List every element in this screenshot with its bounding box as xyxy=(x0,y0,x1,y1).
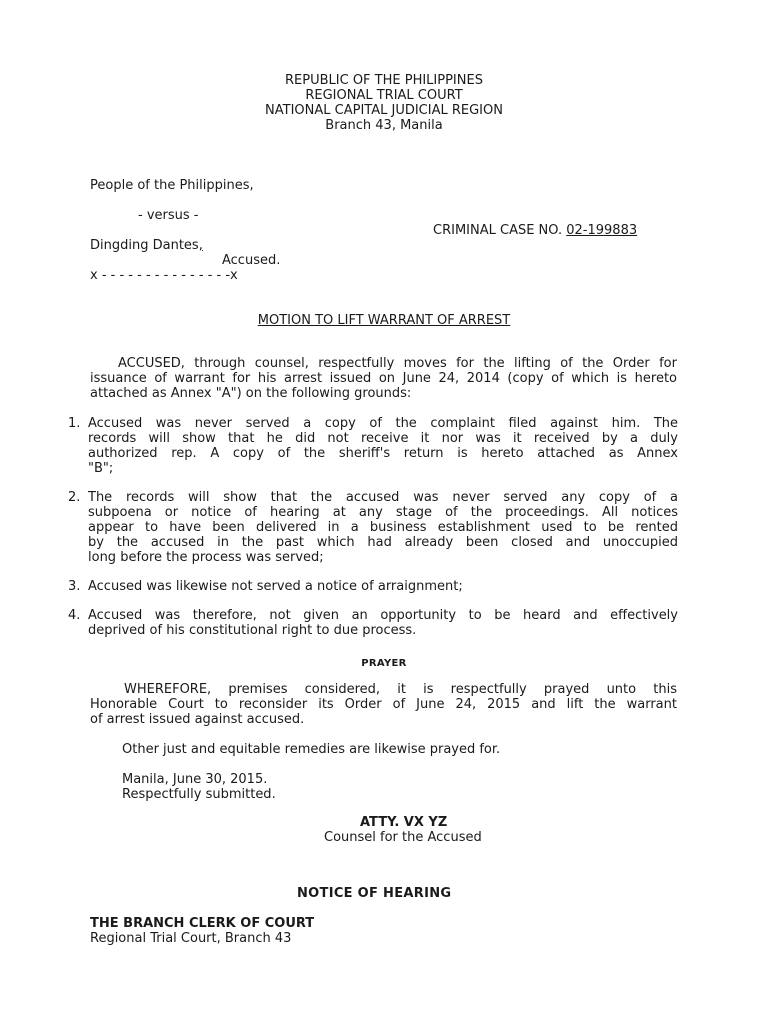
respectfully-submitted: Respectfully submitted. xyxy=(122,787,276,802)
ground-number: 4. xyxy=(68,608,81,623)
ground-number: 1. xyxy=(68,416,81,431)
ground-2 xyxy=(68,490,678,565)
ground-line: deprived of his constitutional right to due process. xyxy=(88,623,417,638)
header-branch: Branch 43, Manila xyxy=(325,118,443,133)
ground-line: The records will show that the accused was never served any copy of a xyxy=(88,490,678,505)
accused-label: Accused. xyxy=(222,253,281,268)
header-court: REGIONAL TRIAL COURT xyxy=(305,88,463,103)
versus-label: - versus - xyxy=(138,208,199,223)
ground-line: long before the process was served; xyxy=(88,550,324,565)
intro-paragraph: ACCUSED, through counsel, respectfully moves for the lifting of the Order for issuance of warrant for his arrest issued on June 24, 2014 (copy of which is hereto attached as Annex "A") on the following grounds: xyxy=(90,356,677,401)
addressee: THE BRANCH CLERK OF COURT xyxy=(90,916,315,931)
prayer-line: of arrest issued against accused. xyxy=(90,712,305,727)
prayer-line: WHEREFORE, premises considered, it is respectfully prayed unto this xyxy=(124,682,677,697)
ground-text xyxy=(88,608,678,638)
ground-4 xyxy=(68,608,678,638)
defendant-line xyxy=(90,238,203,253)
other-remedies: Other just and equitable remedies are likewise prayed for. xyxy=(122,742,501,757)
ground-line: records will show that he did not receive it nor was it received by a duly xyxy=(88,431,678,446)
ground-line: Accused was likewise not served a notice of arraignment; xyxy=(88,579,463,594)
prayer-paragraph xyxy=(90,682,677,727)
ground-text xyxy=(88,490,678,565)
ground-number: 3. xyxy=(68,579,81,594)
ground-line: Accused was therefore, not given an opportunity to be heard and effectively xyxy=(88,608,678,623)
defendant-name: Dingding Dantes xyxy=(90,238,199,253)
plaintiff-name: People of the Philippines, xyxy=(90,178,254,193)
ground-line: authorized rep. A copy of the sheriff's return is hereto attached as Annex xyxy=(88,446,678,461)
header-republic: REPUBLIC OF THE PHILIPPINES xyxy=(285,73,483,88)
counsel-name: ATTY. VX YZ xyxy=(360,815,448,830)
ground-number: 2. xyxy=(68,490,81,505)
case-label: CRIMINAL CASE NO. xyxy=(433,223,567,238)
header-region: NATIONAL CAPITAL JUDICIAL REGION xyxy=(265,103,503,118)
case-number: 02-199883 xyxy=(566,223,638,238)
ground-line: "B"; xyxy=(88,461,114,476)
case-number-line xyxy=(433,223,637,238)
ground-text xyxy=(88,579,678,594)
notice-heading: NOTICE OF HEARING xyxy=(297,886,452,901)
ground-line: subpoena or notice of hearing at any stage of the proceedings. All notices xyxy=(88,505,678,520)
prayer-line: Honorable Court to reconsider its Order of June 24, 2015 and lift the warrant xyxy=(90,697,677,712)
ground-text xyxy=(88,416,678,476)
ground-line: appear to have been delivered in a business establishment used to be rented xyxy=(88,520,678,535)
counsel-role: Counsel for the Accused xyxy=(324,830,482,845)
ground-3 xyxy=(68,579,678,594)
prayer-heading: PRAYER xyxy=(361,658,407,669)
ground-line: by the accused in the past which had already been closed and unoccupied xyxy=(88,535,678,550)
defendant-comma: , xyxy=(198,238,203,253)
caption-separator: x - - - - - - - - - - - - - - -x xyxy=(90,268,238,283)
ground-1 xyxy=(68,416,678,476)
ground-line: Accused was never served a copy of the complaint filed against him. The xyxy=(88,416,678,431)
motion-title: MOTION TO LIFT WARRANT OF ARREST xyxy=(257,313,511,328)
place-date: Manila, June 30, 2015. xyxy=(122,772,268,787)
addressee-office: Regional Trial Court, Branch 43 xyxy=(90,931,292,946)
